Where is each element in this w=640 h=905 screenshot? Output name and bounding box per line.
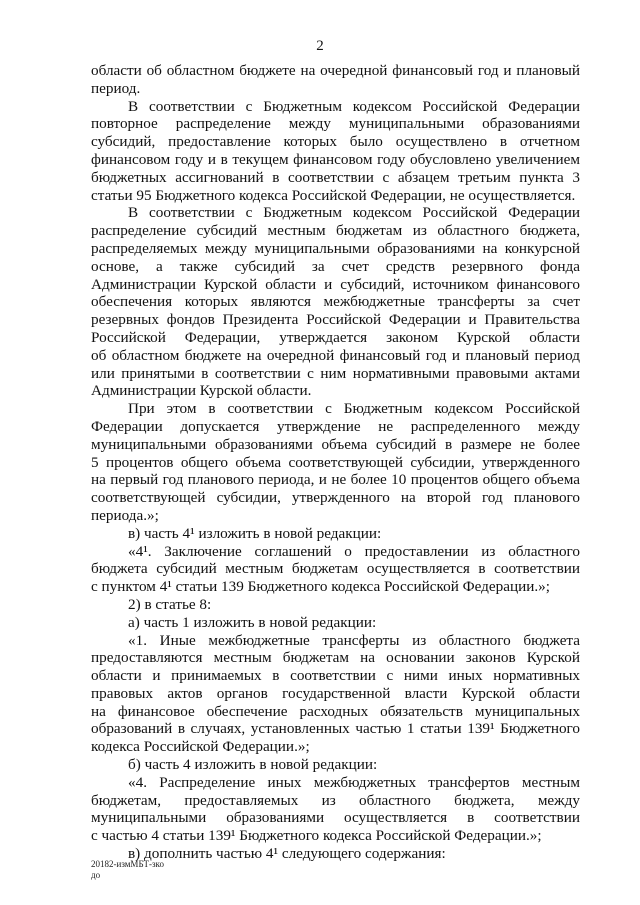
text-line: период.: [91, 79, 141, 97]
text-line: «4¹. Заключение соглашений о предоставлении из областного: [128, 542, 580, 560]
text-line: основе, а также субсидий за счет средств резервного фонда: [91, 257, 580, 275]
text-line: соответствующей субсидии, утвержденного на второй год планового: [91, 489, 580, 507]
text-line: бюджета субсидий местным бюджетам осуществляется в соответствии: [91, 560, 580, 578]
text-line: а) часть 1 изложить в новой редакции:: [128, 613, 377, 631]
text-line: бюджетных ассигнований в соответствии с абзацем третьим пункта 3: [91, 168, 580, 186]
text-line: б) часть 4 изложить в новой редакции:: [128, 756, 378, 773]
text-line: В соответствии с Бюджетным кодексом Российской Федерации: [128, 204, 580, 222]
text-line: распределение субсидий местным бюджетам из областного бюджета,: [91, 222, 580, 240]
text-line: области об областном бюджете на очередной финансовый год и плановый: [91, 62, 580, 79]
text-line: статьи 95 Бюджетного кодекса Российской Федерации, не осуществляется.: [91, 186, 576, 204]
text-line: в) часть 4¹ изложить в новой редакции:: [128, 524, 382, 542]
text-line: области и принимаемых в соответствии с ними иных нормативных: [91, 667, 580, 684]
text-line: финансовом году и в текущем финансовом году обусловлено увеличением: [91, 151, 580, 168]
text-line: «1. Иные межбюджетные трансферты из областного бюджета: [128, 631, 580, 649]
text-line: муниципальными образованиями осуществляется в соответствии: [91, 809, 580, 827]
text-line: кодекса Российской Федерации.»;: [91, 738, 310, 756]
text-line: субсидий, предоставление которых было осуществлено в отчетном: [91, 133, 580, 151]
text-line: распределяемых между муниципальными образованиями на конкурсной: [91, 240, 580, 257]
text-line: «4. Распределение иных межбюджетных трансфертов местным: [128, 773, 580, 791]
text-line: на первый год планового периода, и не более 10 процентов общего объема: [91, 471, 580, 489]
text-line: Администрации Курской области.: [91, 382, 312, 400]
text-line: муниципальными образованиями объема субсидий в размере не более: [91, 435, 580, 453]
text-line: образований в случаях, установленных частью 1 статьи 139¹ Бюджетного: [91, 720, 580, 738]
text-line: обеспечения которых являются межбюджетные трансферты за счет: [91, 293, 580, 311]
footer-code: 20182-измМБТ-зко: [91, 859, 164, 869]
text-line: повторное распределение между муниципальными образованиями: [91, 115, 580, 133]
text-line: 5 процентов общего объема соответствующей субсидии, утвержденного: [91, 453, 580, 471]
text-line: бюджетам, предоставляемых из областного бюджета, между: [91, 791, 580, 809]
text-line: об областном бюджете на очередной финансовый год и плановый период: [91, 346, 580, 364]
text-line: резервных фондов Президента Российской Федерации и Правительства: [91, 311, 580, 329]
text-line: В соответствии с Бюджетным кодексом Российской Федерации: [128, 97, 580, 115]
text-line: предоставляются местным бюджетам на основании законов Курской: [91, 649, 580, 667]
text-line: с пунктом 4¹ статьи 139 Бюджетного кодекса Российской Федерации.»;: [91, 578, 550, 596]
footer-code-cont: до: [91, 870, 101, 880]
text-line: с частью 4 статьи 139¹ Бюджетного кодекса Российской Федерации.»;: [91, 827, 542, 845]
page-number: 2: [316, 38, 324, 54]
text-line: или принятыми в соответствии с ним нормативными правовыми актами: [91, 364, 580, 382]
text-line: Федерации допускается утверждение не распределенного между: [91, 417, 580, 435]
text-line: Администрации Курской области и субсидий, источником финансового: [91, 275, 580, 293]
text-line: 2) в статье 8:: [128, 595, 212, 613]
text-line: в) дополнить частью 4¹ следующего содержания:: [128, 845, 446, 862]
text-line: При этом в соответствии с Бюджетным кодексом Российской: [128, 400, 580, 418]
text-line: периода.»;: [91, 506, 159, 524]
text-line: правовых актов органов государственной власти Курской области: [91, 684, 580, 702]
text-line: Российской Федерации, утверждается законом Курской области: [91, 328, 580, 346]
text-line: на финансовое обеспечение расходных обязательств муниципальных: [91, 702, 580, 720]
